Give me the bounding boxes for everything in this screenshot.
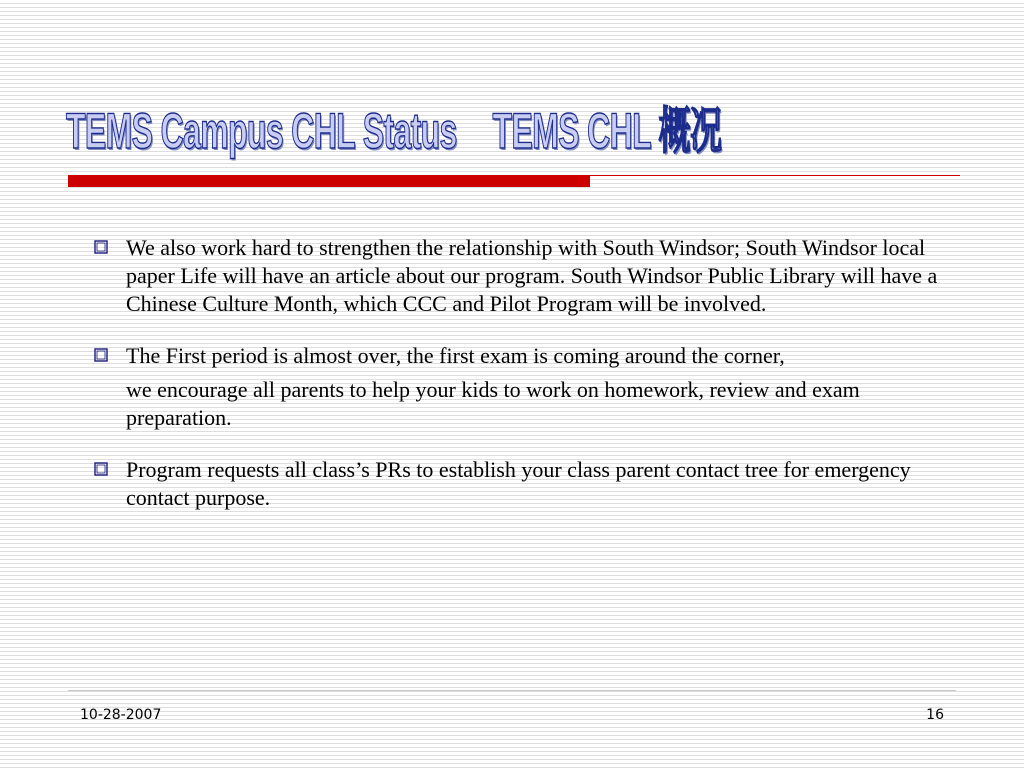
- bullet-text: Program requests all class’s PRs to establish your class parent contact tree for emergency contact purpose.: [126, 457, 911, 510]
- hollow-square-icon: [94, 240, 108, 254]
- bullet-text: The First period is almost over, the first exam is coming around the corner,: [126, 343, 785, 368]
- bullet-list: [90, 234, 950, 536]
- bullet-item-1: [90, 234, 950, 318]
- title-underline-thin: [590, 175, 960, 176]
- footer-divider: [68, 690, 956, 691]
- hollow-square-icon: [94, 348, 108, 362]
- slide-title-chinese: TEMS CHL 概况: [492, 103, 722, 159]
- bullet-item-3: [90, 456, 950, 512]
- title-underline-red: [68, 175, 590, 187]
- bullet-text-continued: we encourage all parents to help your kids to work on homework, review and exam preparation.: [126, 377, 860, 430]
- slide-title-english: TEMS Campus CHL Status: [66, 103, 457, 159]
- slide-number: 16: [926, 707, 944, 723]
- slide-title: [66, 96, 722, 166]
- hollow-square-icon: [94, 462, 108, 476]
- footer-date: 10-28-2007: [80, 707, 162, 723]
- bullet-text: We also work hard to strengthen the relationship with South Windsor; South Windsor local paper Life will have an article about our program. South Windsor Public Library will have a Chinese Culture Month, which CCC and Pilot Program will be involved.: [126, 235, 938, 316]
- bullet-item-2: [90, 342, 950, 432]
